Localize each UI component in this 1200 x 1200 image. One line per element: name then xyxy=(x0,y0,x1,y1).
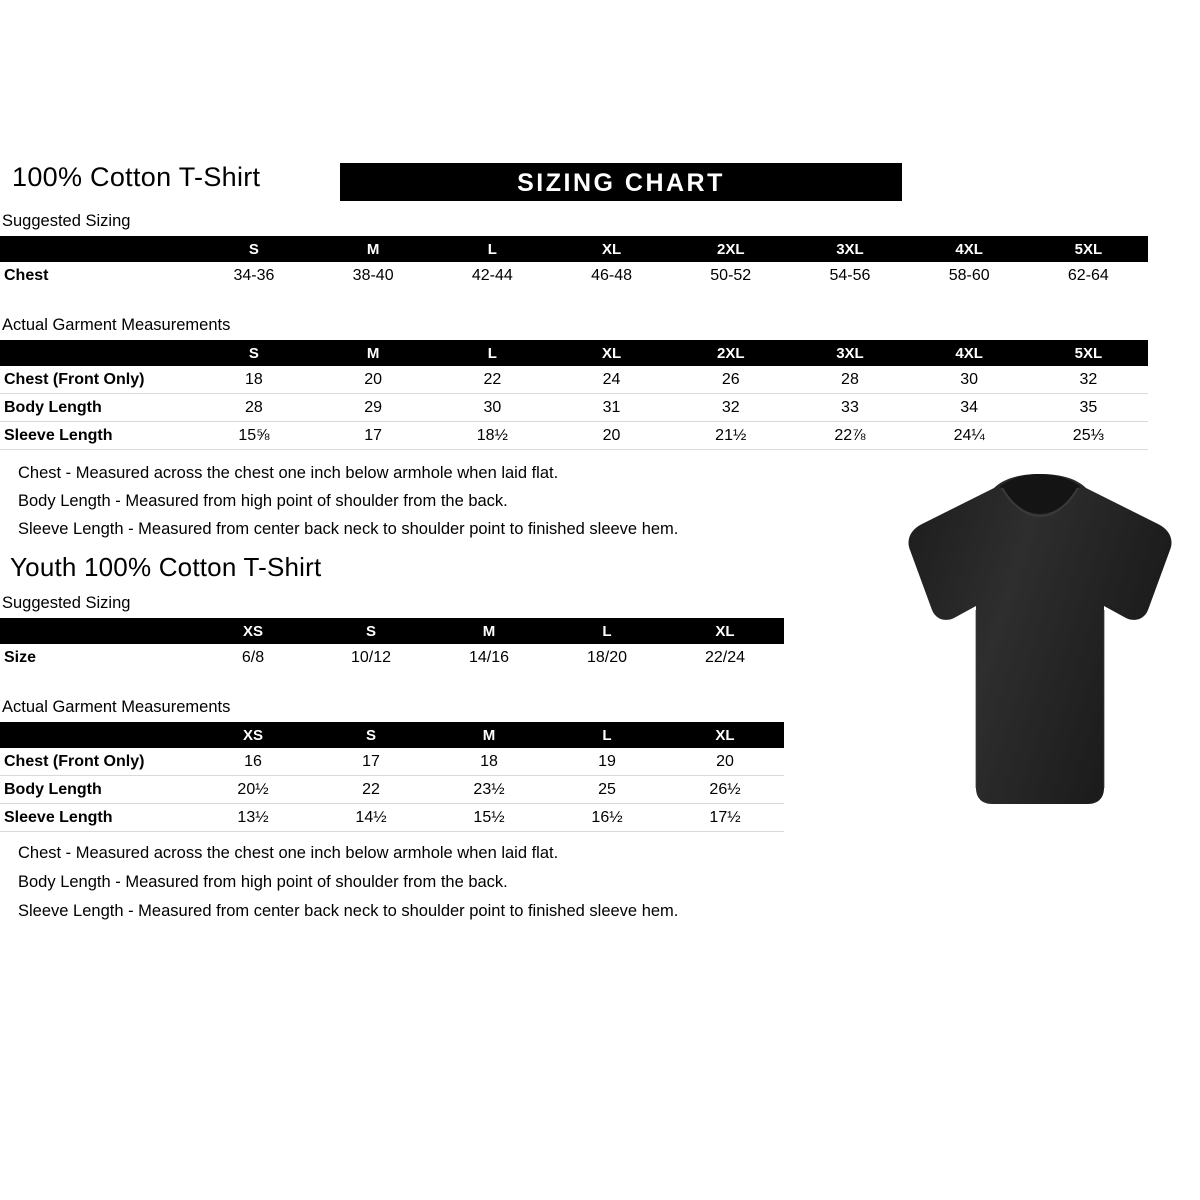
cell: 24¼ xyxy=(910,422,1029,450)
cell: 33 xyxy=(790,394,909,422)
col-header: 5XL xyxy=(1029,236,1148,262)
table-header-row xyxy=(0,340,1148,366)
adult-note-sleeve-length: Sleeve Length - Measured from center back neck to shoulder point to finished sleeve hem. xyxy=(18,520,679,538)
cell: 25 xyxy=(548,776,666,804)
col-header: S xyxy=(194,340,313,366)
youth-actual-measurements-label: Actual Garment Measurements xyxy=(2,698,231,716)
col-header: 2XL xyxy=(671,340,790,366)
sizing-chart-banner xyxy=(340,163,902,201)
table-row xyxy=(0,644,784,671)
cell: 54-56 xyxy=(829,266,871,284)
cell: 32 xyxy=(1029,366,1148,394)
tshirt-illustration xyxy=(890,470,1190,820)
youth-note-chest: Chest - Measured across the chest one inch below armhole when laid flat. xyxy=(18,844,559,862)
cell: 6/8 xyxy=(241,648,265,666)
col-header: 4XL xyxy=(910,236,1029,262)
cell: 18/20 xyxy=(586,648,628,666)
cell: 38-40 xyxy=(352,266,394,284)
table-row xyxy=(0,262,1148,289)
col-header: 3XL xyxy=(790,236,909,262)
col-header xyxy=(0,236,194,262)
cell: 22 xyxy=(312,776,430,804)
row-label: Sleeve Length xyxy=(0,804,194,832)
cell: 18½ xyxy=(433,422,552,450)
table-row xyxy=(0,804,784,832)
sizing-chart-banner-label: SIZING CHART xyxy=(517,169,725,197)
cell: 34 xyxy=(910,394,1029,422)
adult-note-body-length: Body Length - Measured from high point of shoulder from the back. xyxy=(18,492,508,510)
cell: 19 xyxy=(548,748,666,776)
cell: 15½ xyxy=(430,804,548,832)
cell: 26½ xyxy=(666,776,784,804)
cell: 18 xyxy=(194,366,313,394)
youth-note-body-length: Body Length - Measured from high point of shoulder from the back. xyxy=(18,873,508,891)
youth-section-title: Youth 100% Cotton T-Shirt xyxy=(10,552,322,582)
row-label: Chest (Front Only) xyxy=(0,366,194,394)
cell: 14/16 xyxy=(468,648,510,666)
cell: 16½ xyxy=(548,804,666,832)
cell: 20 xyxy=(552,422,671,450)
table-row xyxy=(0,776,784,804)
cell: 23½ xyxy=(430,776,548,804)
col-header: L xyxy=(433,340,552,366)
cell: 31 xyxy=(552,394,671,422)
cell: 30 xyxy=(910,366,1029,394)
cell: 28 xyxy=(790,366,909,394)
cell: 26 xyxy=(671,366,790,394)
cell: 22/24 xyxy=(704,648,746,666)
col-header: S xyxy=(194,236,313,262)
cell: 15⅝ xyxy=(194,422,313,450)
cell: 32 xyxy=(671,394,790,422)
cell: 29 xyxy=(314,394,433,422)
col-header xyxy=(0,340,194,366)
col-header: 3XL xyxy=(790,340,909,366)
cell: 62-64 xyxy=(1067,266,1109,284)
col-header: M xyxy=(430,618,548,644)
cell: 17½ xyxy=(666,804,784,832)
table-row xyxy=(0,748,784,776)
cell: 50-52 xyxy=(710,266,752,284)
col-header: M xyxy=(430,722,548,748)
adult-suggested-sizing-label: Suggested Sizing xyxy=(2,212,131,230)
cell: 20½ xyxy=(194,776,312,804)
col-header: 5XL xyxy=(1029,340,1148,366)
table-header-row xyxy=(0,722,784,748)
adult-actual-measurements-table xyxy=(0,340,1148,450)
col-header: XS xyxy=(194,722,312,748)
youth-suggested-sizing-label: Suggested Sizing xyxy=(2,594,131,612)
row-label: Size xyxy=(4,648,37,666)
cell: 22⅞ xyxy=(790,422,909,450)
cell: 21½ xyxy=(671,422,790,450)
youth-note-sleeve-length: Sleeve Length - Measured from center back neck to shoulder point to finished sleeve hem. xyxy=(18,902,679,920)
cell: 42-44 xyxy=(471,266,513,284)
tshirt-icon xyxy=(890,470,1190,820)
col-header: S xyxy=(312,722,430,748)
col-header: XS xyxy=(194,618,312,644)
cell: 24 xyxy=(552,366,671,394)
cell: 14½ xyxy=(312,804,430,832)
cell: 13½ xyxy=(194,804,312,832)
cell: 35 xyxy=(1029,394,1148,422)
youth-suggested-sizing-table xyxy=(0,618,784,671)
adult-actual-measurements-label: Actual Garment Measurements xyxy=(2,316,231,334)
cell: 20 xyxy=(666,748,784,776)
table-header-row xyxy=(0,236,1148,262)
cell: 10/12 xyxy=(350,648,392,666)
row-label: Body Length xyxy=(0,394,194,422)
col-header xyxy=(0,618,194,644)
col-header: XL xyxy=(666,722,784,748)
col-header: 4XL xyxy=(910,340,1029,366)
cell: 16 xyxy=(194,748,312,776)
table-row xyxy=(0,422,1148,450)
col-header xyxy=(0,722,194,748)
col-header: S xyxy=(312,618,430,644)
row-label: Sleeve Length xyxy=(0,422,194,450)
cell: 30 xyxy=(433,394,552,422)
adult-suggested-sizing-table xyxy=(0,236,1148,289)
col-header: L xyxy=(548,618,666,644)
col-header: XL xyxy=(666,618,784,644)
cell: 18 xyxy=(430,748,548,776)
cell: 25⅓ xyxy=(1029,422,1148,450)
cell: 28 xyxy=(194,394,313,422)
col-header: XL xyxy=(552,236,671,262)
col-header: M xyxy=(314,236,433,262)
col-header: L xyxy=(433,236,552,262)
cell: 34-36 xyxy=(233,266,275,284)
row-label: Body Length xyxy=(0,776,194,804)
col-header: M xyxy=(314,340,433,366)
youth-actual-measurements-table xyxy=(0,722,784,832)
adult-note-chest: Chest - Measured across the chest one inch below armhole when laid flat. xyxy=(18,464,559,482)
row-label: Chest xyxy=(4,266,49,284)
col-header: L xyxy=(548,722,666,748)
cell: 58-60 xyxy=(948,266,990,284)
table-row xyxy=(0,366,1148,394)
col-header: 2XL xyxy=(671,236,790,262)
cell: 20 xyxy=(314,366,433,394)
table-row xyxy=(0,394,1148,422)
row-label: Chest (Front Only) xyxy=(0,748,194,776)
cell: 17 xyxy=(312,748,430,776)
cell: 46-48 xyxy=(591,266,632,284)
col-header: XL xyxy=(552,340,671,366)
table-header-row xyxy=(0,618,784,644)
adult-section-title: 100% Cotton T-Shirt xyxy=(12,162,261,192)
cell: 17 xyxy=(314,422,433,450)
cell: 22 xyxy=(433,366,552,394)
